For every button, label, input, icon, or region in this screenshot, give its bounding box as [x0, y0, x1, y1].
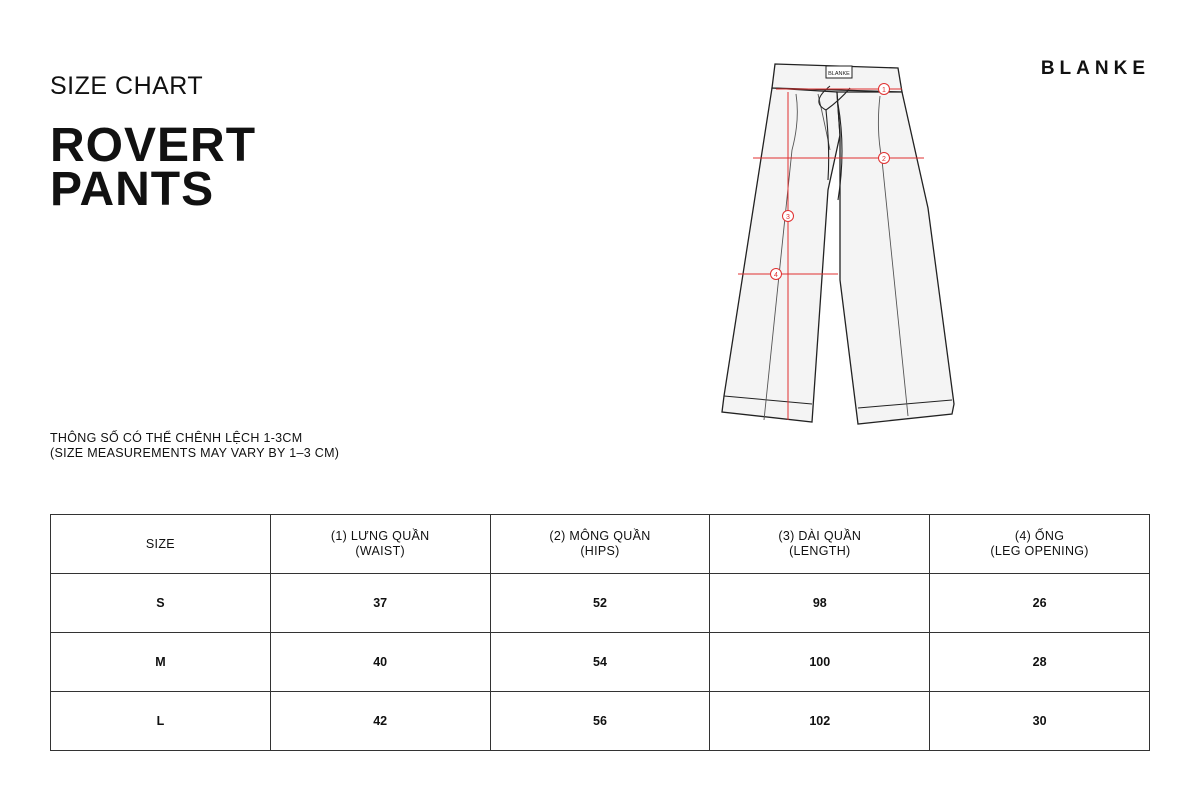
header-waist — [270, 515, 490, 574]
header-leg-opening-vi: (4) ỐNG — [1014, 529, 1065, 543]
marker-4 — [771, 269, 782, 280]
cell-length: 102 — [710, 692, 930, 751]
header-length-en: (LENGTH) — [789, 544, 851, 558]
note-vietnamese: THÔNG SỐ CÓ THỂ CHÊNH LỆCH 1-3CM — [50, 431, 303, 445]
right-leg-shape — [837, 92, 954, 424]
product-title — [50, 119, 470, 216]
measurement-note — [50, 431, 339, 461]
header-size — [51, 515, 271, 574]
cell-waist: 40 — [270, 633, 490, 692]
cell-hips: 52 — [490, 574, 710, 633]
brand-logo: BLANKE — [1040, 58, 1150, 79]
note-english: (SIZE MEASUREMENTS MAY VARY BY 1–3 CM) — [50, 446, 340, 460]
svg-text:2: 2 — [882, 156, 886, 163]
table-row — [51, 692, 1150, 751]
cell-leg-opening: 30 — [930, 692, 1150, 751]
table-header-row — [51, 515, 1150, 574]
cell-size: L — [51, 692, 271, 751]
cell-waist: 42 — [270, 692, 490, 751]
header-size-label: SIZE — [145, 536, 175, 551]
table-row — [51, 633, 1150, 692]
size-table — [50, 514, 1150, 751]
header-waist-vi: (1) LƯNG QUẦN — [330, 529, 430, 543]
header-hips-en: (HIPS) — [580, 544, 620, 558]
label-tag-text: BLANKE — [828, 71, 850, 77]
svg-text:1: 1 — [882, 87, 886, 94]
size-chart-label: SIZE CHART — [50, 72, 204, 100]
header-hips-vi: (2) MÔNG QUẦN — [549, 529, 651, 543]
marker-1 — [879, 84, 890, 95]
title-line-1: ROVERT — [50, 119, 257, 172]
cell-size: M — [51, 633, 271, 692]
cell-length: 100 — [710, 633, 930, 692]
pants-diagram — [640, 40, 1020, 440]
cell-hips: 54 — [490, 633, 710, 692]
title-line-2: PANTS — [50, 163, 215, 216]
header-waist-en: (WAIST) — [355, 544, 405, 558]
header-leg-opening-en: (LEG OPENING) — [990, 544, 1089, 558]
header-length-vi: (3) DÀI QUẦN — [778, 529, 862, 543]
marker-3 — [783, 211, 794, 222]
pants-illustration — [640, 40, 1020, 440]
cell-length: 98 — [710, 574, 930, 633]
header-leg-opening — [930, 515, 1150, 574]
cell-leg-opening: 28 — [930, 633, 1150, 692]
header-hips — [490, 515, 710, 574]
cell-hips: 56 — [490, 692, 710, 751]
header-length — [710, 515, 930, 574]
cell-waist: 37 — [270, 574, 490, 633]
svg-text:3: 3 — [786, 214, 790, 221]
table-row — [51, 574, 1150, 633]
svg-text:4: 4 — [774, 272, 778, 279]
cell-leg-opening: 26 — [930, 574, 1150, 633]
marker-2 — [879, 153, 890, 164]
cell-size: S — [51, 574, 271, 633]
